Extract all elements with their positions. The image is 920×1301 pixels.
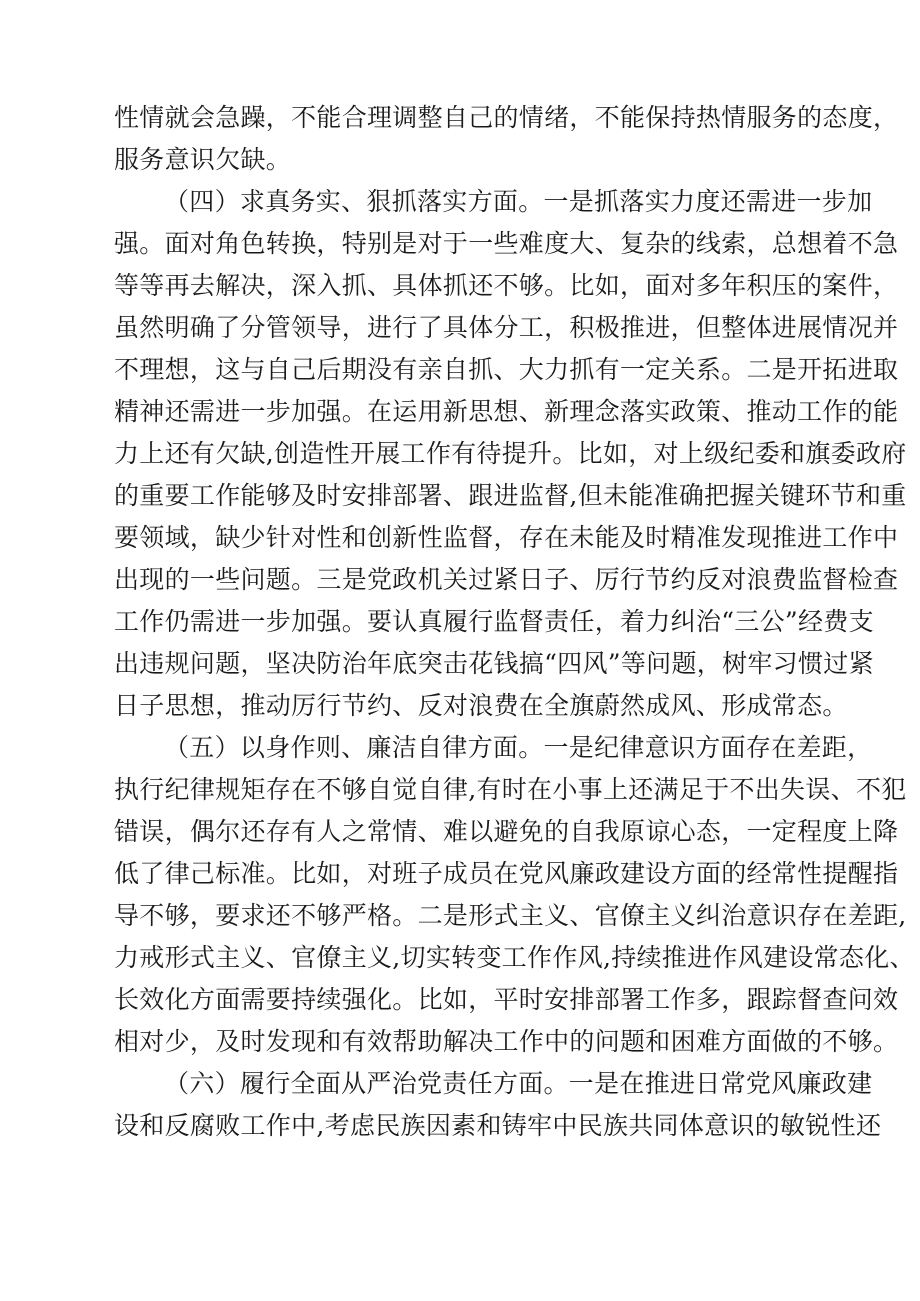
text-line: 工作仍需进一步加强。要认真履行监督责任，着力纠治“三公”经费支 xyxy=(114,607,874,636)
text-line: 要领域，缺少针对性和创新性监督，存在未能及时精准发现推进工作中 xyxy=(114,523,899,552)
text-line: 强。面对角色转换，特别是对于一些难度大、复杂的线索，总想着不急 xyxy=(114,229,899,258)
text-line: 等等再去解决，深入抓、具体抓还不够。比如，面对多年积压的案件， xyxy=(114,271,899,300)
text-line: 力戒形式主义、官僚主义,切实转变工作作风,持续推进作风建设常态化、 xyxy=(114,943,915,972)
text-line: 设和反腐败工作中,考虑民族因素和铸牢中民族共同体意识的敏锐性还 xyxy=(114,1111,882,1140)
text-line: 执行纪律规矩存在不够自觉自律,有时在小事上还满足于不出失误、不犯 xyxy=(114,775,907,804)
paragraph-six-start: （六）履行全面从严治党责任方面。一是在推进日常党风廉政建 xyxy=(164,1069,873,1098)
text-line: 日子思想，推动厉行节约、反对浪费在全旗蔚然成风、形成常态。 xyxy=(114,691,848,720)
text-line: 性情就会急躁，不能合理调整自己的情绪，不能保持热情服务的态度， xyxy=(114,103,899,132)
text-line: 长效化方面需要持续强化。比如，平时安排部署工作多，跟踪督查问效 xyxy=(114,985,899,1014)
text-line: 的重要工作能够及时安排部署、跟进监督,但未能准确把握关键环节和重 xyxy=(114,481,907,510)
text-line: 出违规问题，坚决防治年底突击花钱搞“四风”等问题，树牢习惯过紧 xyxy=(114,649,874,678)
text-line: 相对少，及时发现和有效帮助解决工作中的问题和困难方面做的不够。 xyxy=(114,1027,899,1056)
text-line: 不理想，这与自己后期没有亲自抓、大力抓有一定关系。二是开拓进取 xyxy=(114,355,899,384)
text-line: 导不够，要求还不够严格。二是形式主义、官僚主义纠治意识存在差距, xyxy=(114,901,907,930)
text-line: 虽然明确了分管领导，进行了具体分工，积极推进，但整体进展情况并 xyxy=(114,313,899,342)
text-line: 力上还有欠缺,创造性开展工作有待提升。比如，对上级纪委和旗委政府 xyxy=(114,439,907,468)
text-line: 错误，偶尔还存有人之常情、难以避免的自我原谅心态，一定程度上降 xyxy=(114,817,899,846)
text-line: 出现的一些问题。三是党政机关过紧日子、厉行节约反对浪费监督检查 xyxy=(114,565,899,594)
paragraph-four-start: （四）求真务实、狠抓落实方面。一是抓落实力度还需进一步加 xyxy=(164,187,873,216)
text-line: 低了律己标准。比如，对班子成员在党风廉政建设方面的经常性提醒指 xyxy=(114,859,899,888)
paragraph-five-start: （五）以身作则、廉洁自律方面。一是纪律意识方面存在差距， xyxy=(164,733,873,762)
text-line: 精神还需进一步加强。在运用新思想、新理念落实政策、推动工作的能 xyxy=(114,397,899,426)
text-line: 服务意识欠缺。 xyxy=(114,145,292,174)
